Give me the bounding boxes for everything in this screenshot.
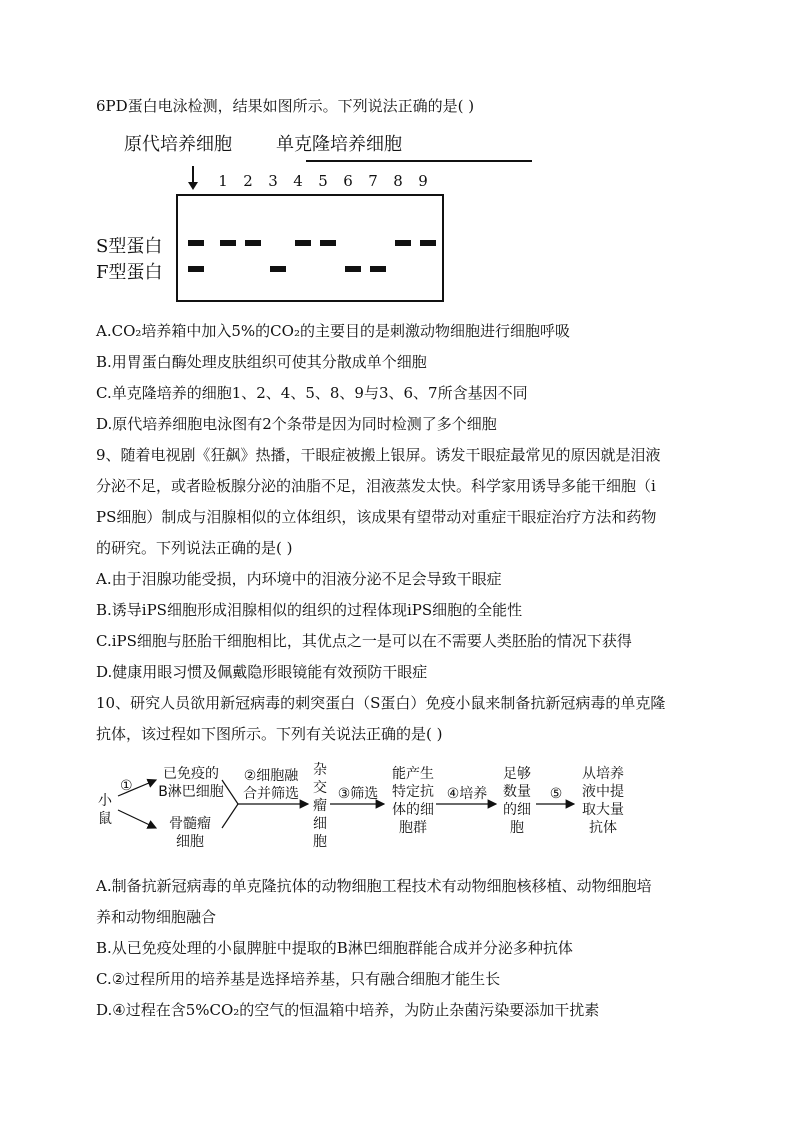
band-f <box>370 266 386 272</box>
band-s <box>420 240 436 246</box>
band-s <box>220 240 236 246</box>
band-s <box>295 240 311 246</box>
mouse-label: 小鼠 <box>98 793 112 827</box>
lane-number: 4 <box>293 172 303 190</box>
gel-box <box>176 194 444 302</box>
arrow-to-myeloma <box>118 810 156 828</box>
band-s <box>395 240 411 246</box>
lane-number: 2 <box>243 172 253 190</box>
question-intro: 6PD蛋白电泳检测，结果如图所示。下列说法正确的是( ) <box>96 97 475 115</box>
lane-number: 5 <box>318 172 328 190</box>
hybridoma-char: 瘤 <box>313 798 327 814</box>
row-label-s: S型蛋白 <box>96 236 163 257</box>
lane-number: 7 <box>368 172 378 190</box>
q10-option-d: D.④过程在含5%CO₂的空气的恒温箱中培养，为防止杂菌污染要添加干扰素 <box>96 1001 600 1019</box>
band-s <box>320 240 336 246</box>
hybridoma-char: 交 <box>313 780 327 796</box>
q9-option-d: D.健康用眼习惯及佩戴隐形眼镜能有效预防干眼症 <box>96 663 428 681</box>
arrow-head-icon <box>188 182 198 190</box>
q9-option-b: B.诱导iPS细胞形成泪腺相似的组织的过程体现iPS细胞的全能性 <box>96 601 523 619</box>
gel-header-primary: 原代培养细胞 <box>124 134 232 155</box>
hybridoma-char: 细 <box>313 816 327 832</box>
enough-line: 足够 <box>503 766 531 782</box>
q9-stem-line: 分泌不足，或者睑板腺分泌的油脂不足，泪液蒸发太快。科学家用诱导多能干细胞（i <box>96 477 656 495</box>
step5-label: ⑤ <box>549 786 563 802</box>
harvest-line: 取大量 <box>582 802 624 818</box>
band-s <box>188 240 204 246</box>
step2-line2: 合并筛选 <box>243 786 299 802</box>
gel-header-monoclonal: 单克隆培养细胞 <box>276 134 402 155</box>
gel-figure <box>96 124 456 314</box>
myeloma-line1: 骨髓瘤 <box>169 816 211 832</box>
q9-stem-line: 的研究。下列说法正确的是( ) <box>96 539 293 557</box>
gel-header-underline <box>306 160 532 162</box>
bcell-line1: 已免疫的 <box>163 766 219 782</box>
q9-option-c: C.iPS细胞与胚胎干细胞相比，其优点之一是可以在不需要人类胚胎的情况下获得 <box>96 632 632 650</box>
row-label-f: F型蛋白 <box>96 262 163 283</box>
step2-line1: ②细胞融 <box>243 768 299 784</box>
band-f <box>270 266 286 272</box>
bcell-line2: B淋巴细胞 <box>158 784 224 800</box>
harvest-line: 从培养 <box>582 766 624 782</box>
q10-stem-line: 抗体，该过程如下图所示。下列有关说法正确的是( ) <box>96 725 443 743</box>
step1-label: ① <box>120 778 133 794</box>
lane-number: 1 <box>218 172 228 190</box>
hybridoma-char: 胞 <box>313 834 327 850</box>
step4-label: ④培养 <box>446 786 488 802</box>
q9-stem-line: 9、随着电视剧《狂飙》热播，干眼症被搬上银屏。诱发干眼症最常见的原因就是泪液 <box>96 446 661 464</box>
enough-line: 数量 <box>503 784 531 800</box>
hybridoma-char: 杂 <box>313 762 327 778</box>
q10-option-a-line2: 养和动物细胞融合 <box>96 908 217 926</box>
specific-line: 能产生 <box>392 766 434 782</box>
band-f <box>188 266 204 272</box>
q8-option-a: A.CO₂培养箱中加入5%的CO₂的主要目的是刺激动物细胞进行细胞呼吸 <box>96 322 570 340</box>
specific-line: 胞群 <box>399 820 427 836</box>
merge-bottom <box>222 804 238 828</box>
q10-stem-line: 10、研究人员欲用新冠病毒的刺突蛋白（S蛋白）免疫小鼠来制备抗新冠病毒的单克隆 <box>96 694 666 712</box>
myeloma-line2: 细胞 <box>176 834 204 850</box>
lane-number: 9 <box>418 172 428 190</box>
harvest-line: 抗体 <box>589 820 617 836</box>
harvest-line: 液中提 <box>582 784 624 800</box>
specific-line: 特定抗 <box>392 784 434 800</box>
flow-diagram <box>96 756 706 852</box>
q10-option-a-line1: A.制备抗新冠病毒的单克隆抗体的动物细胞工程技术有动物细胞核移植、动物细胞培 <box>96 877 652 895</box>
q8-option-c: C.单克隆培养的细胞1、2、4、5、8、9与3、6、7所含基因不同 <box>96 384 528 402</box>
q9-stem-line: PS细胞）制成与泪腺相似的立体组织，该成果有望带动对重症干眼症治疗方法和药物 <box>96 508 657 526</box>
specific-line: 体的细 <box>392 802 434 818</box>
lane-number: 6 <box>343 172 353 190</box>
enough-line: 的细 <box>503 802 531 818</box>
band-f <box>345 266 361 272</box>
lane-number: 3 <box>268 172 278 190</box>
q8-option-d: D.原代培养细胞电泳图有2个条带是因为同时检测了多个细胞 <box>96 415 497 433</box>
q10-option-b: B.从已免疫处理的小鼠脾脏中提取的B淋巴细胞群能合成并分泌多种抗体 <box>96 939 573 957</box>
step3-label: ③筛选 <box>337 786 379 802</box>
q9-option-a: A.由于泪腺功能受损，内环境中的泪液分泌不足会导致干眼症 <box>96 570 502 588</box>
band-s <box>245 240 261 246</box>
q8-option-b: B.用胃蛋白酶处理皮肤组织可使其分散成单个细胞 <box>96 353 427 371</box>
q10-option-c: C.②过程所用的培养基是选择培养基，只有融合细胞才能生长 <box>96 970 501 988</box>
enough-line: 胞 <box>510 820 524 836</box>
lane-number: 8 <box>393 172 403 190</box>
